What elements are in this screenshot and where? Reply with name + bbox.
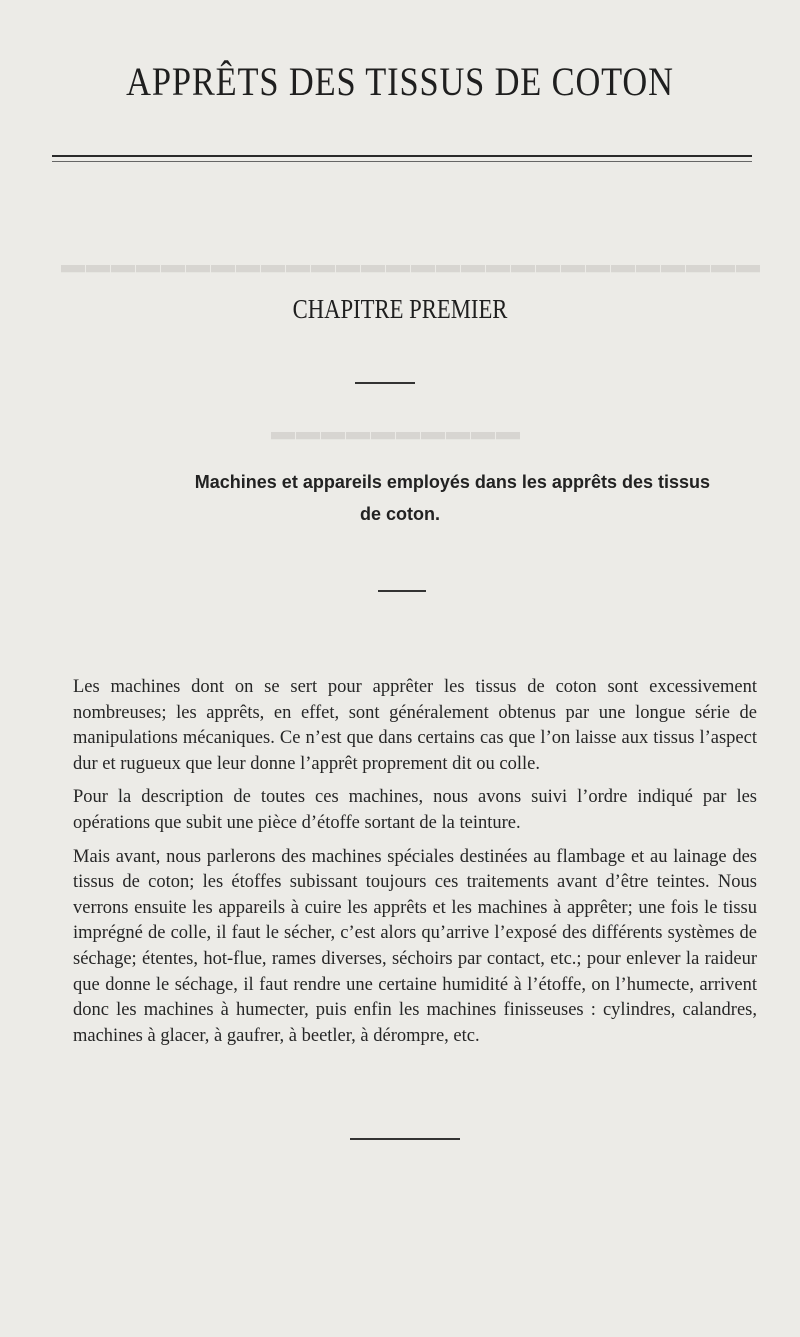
subtitle-line-2: de coton. [360,504,440,524]
footnote-divider [350,1138,460,1140]
paragraph: Pour la description de toutes ces machines, nous avons suivi l’ordre indiqué par les opérations que subit une pièce d’étoffe sortant de la teinture. [73,787,757,833]
subtitle-line-1: Machines et appareils employés dans les apprêts des tissus [194,472,710,492]
paragraph: Mais avant, nous parlerons des machines spéciales destinées au flambage et au lainage des tissus de coton; les étoffes subissant toujours ces traitements avant d’être teintes. Nous verrons ensuite les appareils à cuire les apprêts et les machines à apprêter; une fois le tissu imprégné de colle, il faut le sécher, c’est alors qu’arrive l’exposé des différents systèmes de séchage; étentes, hot-flue, rames diverses, séchoirs par contact, etc.; pour enlever la raideur que donne le séchage, il faut rendre une certaine humidité à l’étoffe, on l’humecte, arrivent donc les machines à humecter, puis enfin les machines finisseuses : cylindres, calandres, machines à glacer, à gaufrer, à beetler, à dérompre, etc. [73,846,757,1046]
chapter-heading: CHAPITRE PREMIER [292,294,508,324]
page-title: APPRÊTS DES TISSUS DE COTON [126,59,674,104]
paragraph: Les machines dont on se sert pour apprêter les tissus de coton sont excessivement nombreuses; les apprêts, en effet, sont généralement obtenus par une longue série de manipulations mécaniques. Ce n’est que dans certains cas que l’on laisse aux tissus l’aspect dur et rugueux que leur donne l’apprêt proprement dit ou colle. [73,677,757,774]
chapter-divider [355,382,415,384]
show-through-decoration: ▬▬▬▬▬▬▬▬▬▬ [270,426,520,452]
subtitle-divider [378,590,426,592]
section-subtitle [80,466,720,530]
title-divider [52,155,752,157]
show-through-decoration: ▬▬▬▬▬▬▬▬▬▬▬▬▬▬▬▬▬▬▬▬▬▬▬▬▬▬▬▬ [60,259,760,285]
title-divider-thin [52,161,752,162]
body-text [73,675,757,1057]
